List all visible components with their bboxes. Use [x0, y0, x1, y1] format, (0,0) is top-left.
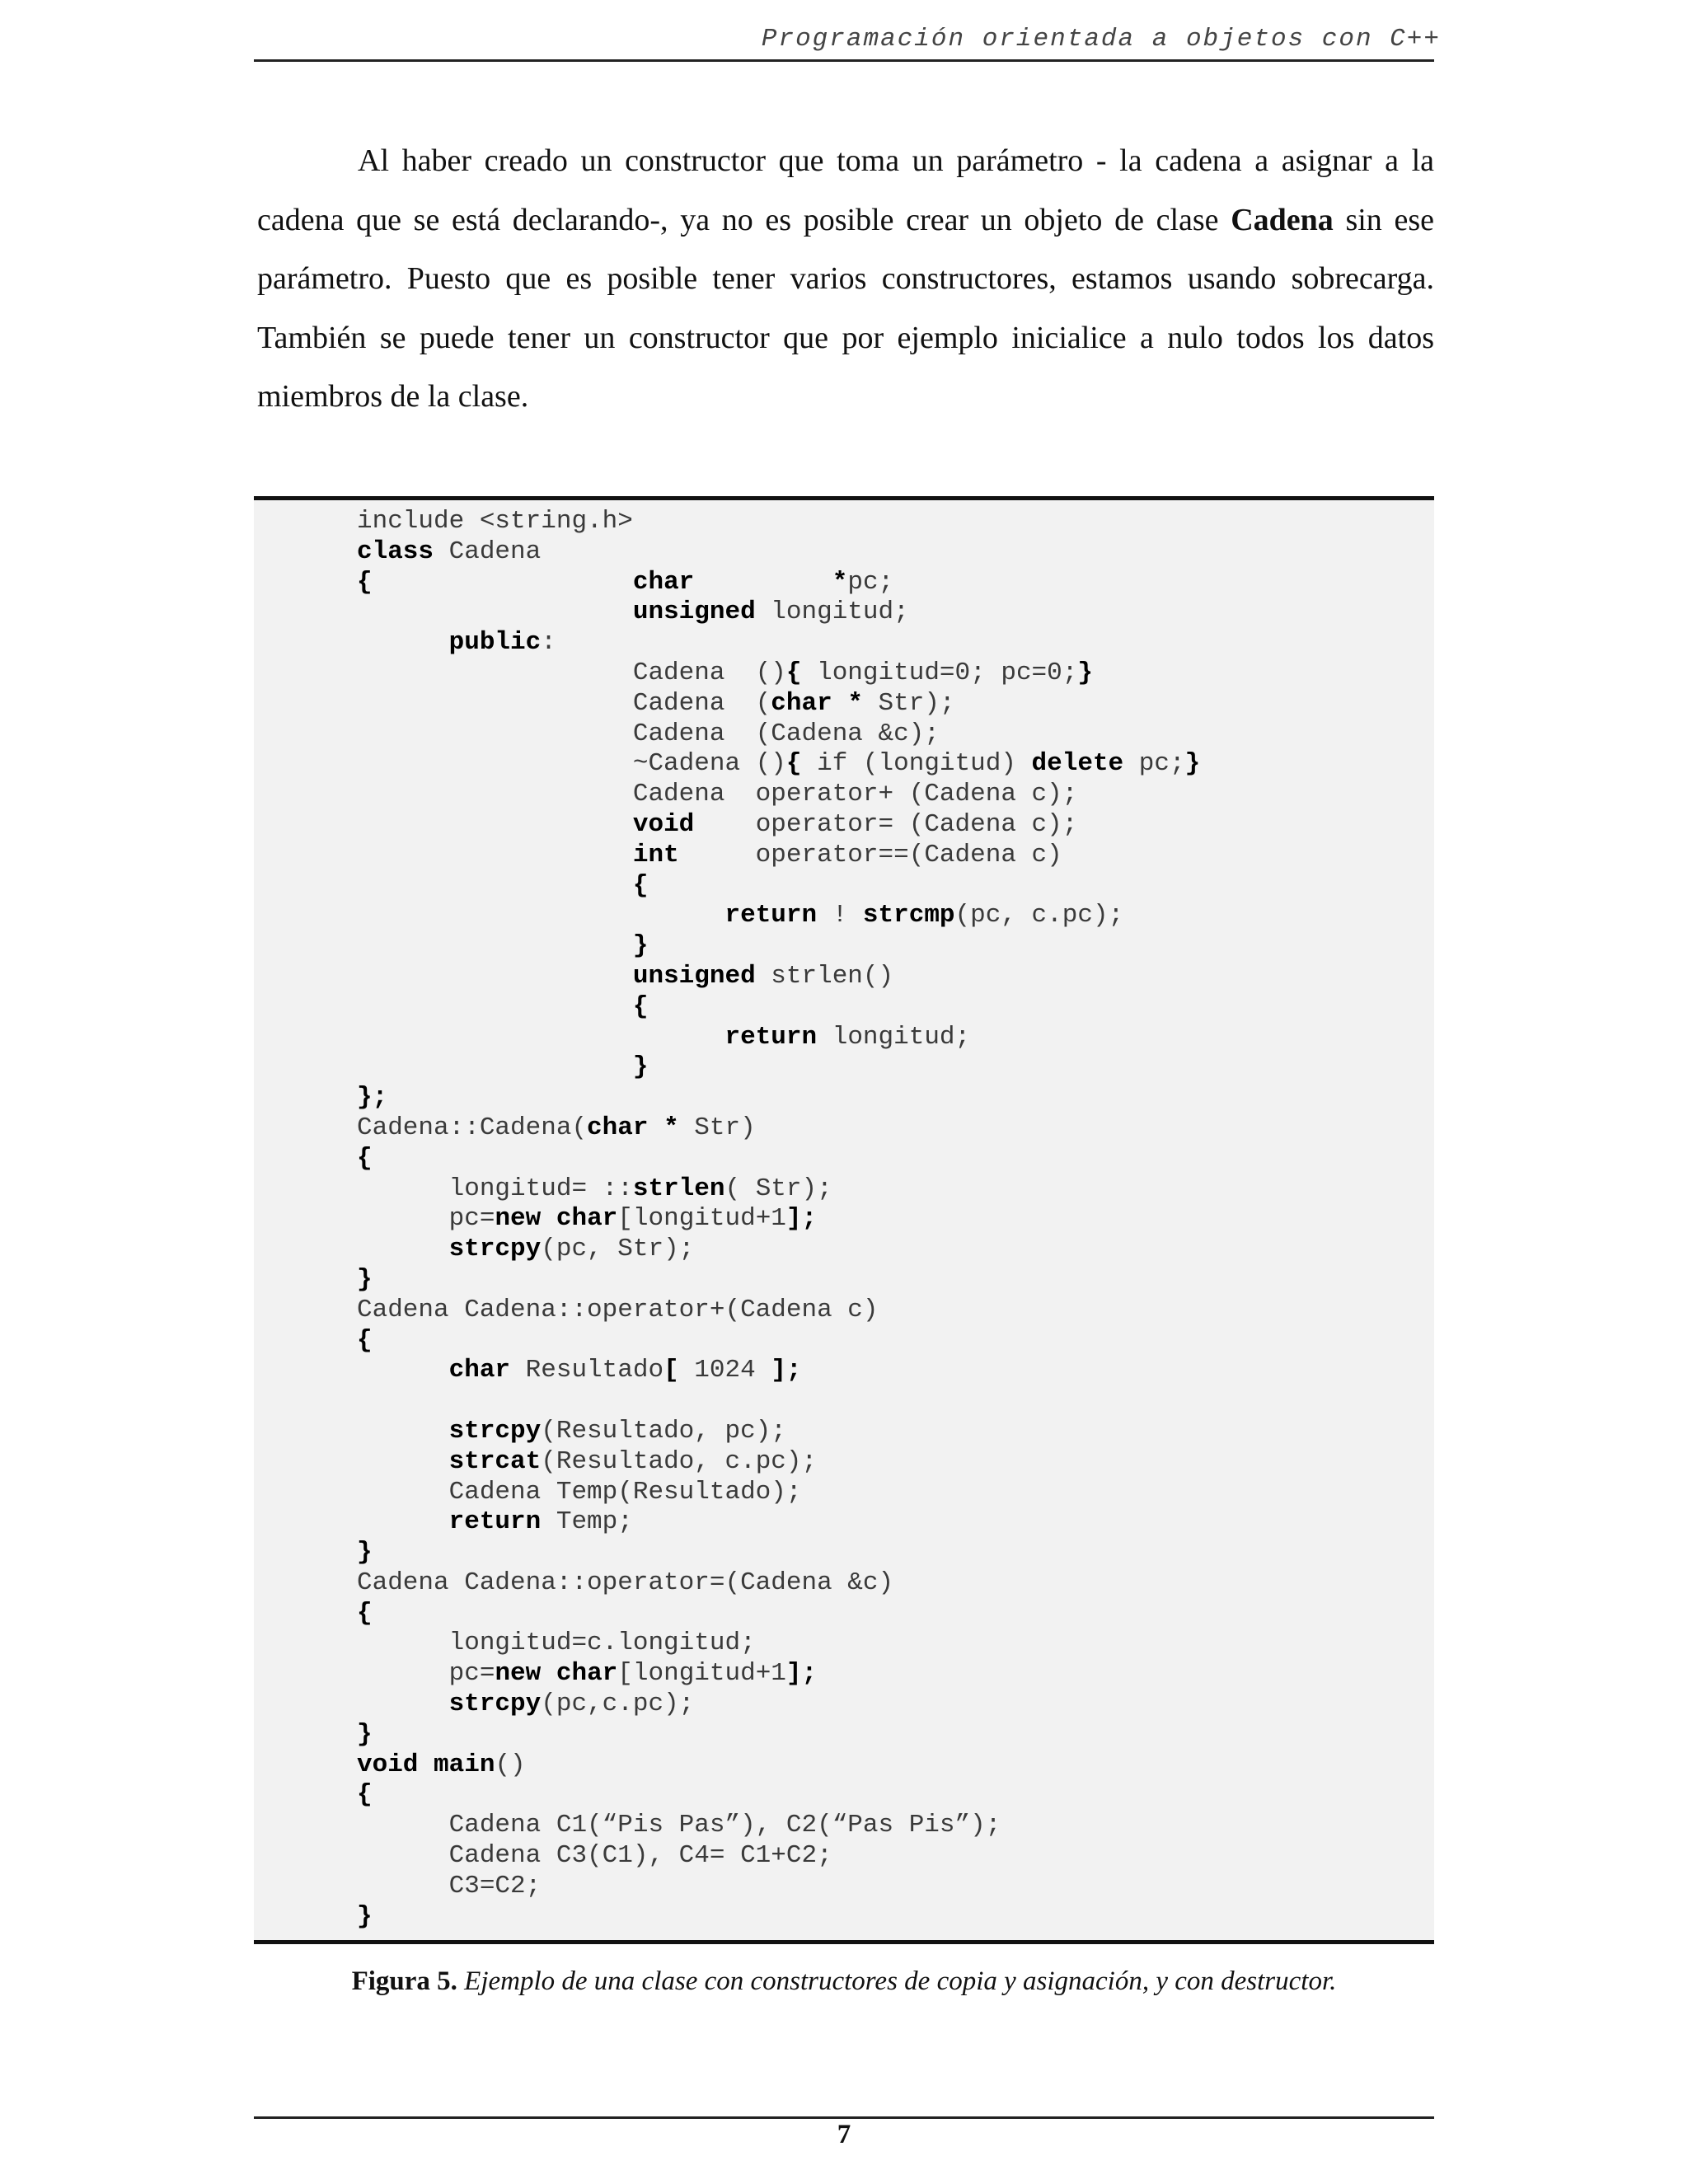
code-text: pc= — [357, 1659, 495, 1689]
code-text: Cadena Cadena::operator+(Cadena c) — [357, 1295, 879, 1324]
code-text — [357, 962, 633, 991]
code-text: (pc,c.pc); — [541, 1690, 695, 1719]
code-text — [357, 1447, 449, 1476]
code-keyword: char — [556, 1204, 618, 1234]
code-line — [357, 1417, 786, 1446]
code-line — [357, 1265, 373, 1294]
code-text: Cadena::Cadena( — [357, 1113, 588, 1142]
code-text: Str); — [862, 688, 955, 718]
code-text: [longitud+1 — [617, 1204, 786, 1234]
code-text — [357, 992, 633, 1021]
code-keyword: { — [357, 1780, 373, 1810]
code-line — [357, 1326, 373, 1355]
code-line — [357, 1023, 970, 1052]
code-text — [357, 1690, 449, 1718]
code-line — [357, 568, 893, 597]
code-keyword: ]; — [785, 1659, 818, 1689]
code-line — [357, 1750, 526, 1779]
code-keyword: } — [357, 1719, 373, 1749]
code-text — [357, 1356, 449, 1385]
code-text: Resultado — [510, 1356, 664, 1385]
code-keyword: char — [587, 1113, 649, 1142]
code-keyword: { — [632, 991, 649, 1021]
code-line — [357, 1720, 373, 1749]
code-keyword: return — [724, 1022, 818, 1052]
code-text — [648, 1113, 663, 1142]
code-keyword: ]; — [785, 1204, 818, 1234]
code-text — [357, 841, 633, 869]
code-line — [357, 719, 940, 748]
code-text: longitud; — [755, 598, 909, 627]
code-line — [357, 1690, 694, 1718]
code-keyword: strcmp — [862, 901, 955, 930]
code-keyword: ]; — [771, 1356, 802, 1385]
code-text — [357, 810, 633, 839]
code-listing — [357, 507, 1200, 1932]
code-text: Cadena C1(“Pis Pas”), C2(“Pas Pis”); — [357, 1811, 1001, 1840]
code-line — [357, 1174, 832, 1203]
code-text — [373, 568, 633, 597]
code-line — [357, 507, 633, 536]
code-text: Cadena Cadena::operator=(Cadena &c) — [357, 1568, 894, 1597]
code-text — [357, 931, 633, 960]
code-line — [357, 1872, 541, 1900]
code-text: (Resultado, pc); — [541, 1416, 786, 1446]
code-keyword: char — [771, 688, 832, 718]
code-line — [357, 1144, 373, 1173]
code-text: (Resultado, c.pc); — [541, 1446, 818, 1476]
code-line — [357, 1507, 633, 1536]
code-line — [357, 1659, 817, 1688]
code-line — [357, 537, 541, 566]
code-keyword: strcpy — [448, 1235, 542, 1264]
code-keyword: * — [832, 567, 848, 597]
figure-caption — [254, 1966, 1434, 1997]
code-keyword: { — [632, 870, 649, 900]
code-text — [357, 1052, 633, 1081]
code-text: ~Cadena () — [357, 749, 786, 779]
code-text: operator= (Cadena c); — [694, 809, 1078, 839]
code-line — [357, 1902, 373, 1931]
code-text: (pc, c.pc); — [954, 901, 1124, 930]
code-text — [541, 1204, 556, 1233]
code-keyword: } — [357, 1538, 373, 1568]
code-line — [357, 598, 909, 626]
code-text: operator==(Cadena c) — [678, 840, 1062, 869]
body-paragraph — [257, 132, 1434, 427]
code-keyword: { — [357, 1143, 373, 1173]
code-keyword: } — [357, 1901, 373, 1931]
code-line — [357, 1599, 373, 1628]
code-keyword: unsigned — [632, 598, 756, 627]
code-text — [694, 568, 832, 597]
code-text: (pc, Str); — [541, 1235, 695, 1264]
code-line — [357, 1811, 1001, 1840]
code-text: Cadena (Cadena &c); — [357, 719, 940, 748]
code-text: () — [495, 1750, 526, 1779]
code-keyword: strlen — [632, 1174, 725, 1203]
code-keyword: { — [357, 1325, 373, 1355]
code-line — [357, 1113, 756, 1142]
code-keyword: } — [632, 1052, 649, 1082]
code-line — [357, 1052, 648, 1081]
code-text — [357, 598, 633, 626]
code-text: Cadena () — [357, 658, 786, 687]
code-text: if (longitud) — [801, 749, 1032, 779]
code-text: Cadena Temp(Resultado); — [357, 1477, 802, 1507]
code-keyword: } — [1184, 749, 1201, 779]
code-line — [357, 1568, 893, 1597]
page-number: 7 — [837, 2120, 851, 2149]
code-keyword: public — [448, 628, 542, 658]
code-line — [357, 871, 648, 900]
code-keyword: strcpy — [448, 1690, 542, 1719]
code-keyword: new — [495, 1204, 542, 1234]
code-text: C3=C2; — [357, 1871, 542, 1900]
footer-rule — [254, 2116, 1434, 2119]
figure-caption-text: Ejemplo de una clase con constructores de copia y asignación, y con destructor. — [464, 1966, 1337, 1996]
code-line — [357, 1083, 387, 1112]
code-text: 1024 — [678, 1356, 771, 1385]
code-text: pc= — [357, 1204, 495, 1234]
code-text: Cadena — [434, 537, 542, 566]
code-line — [357, 689, 955, 718]
code-text: ( Str); — [724, 1174, 832, 1203]
code-text: longitud= :: — [357, 1174, 633, 1203]
code-text — [357, 1023, 724, 1052]
code-text: Str) — [678, 1113, 756, 1142]
paragraph-text-start: Al haber creado un constructor que toma un parámetro - la cadena a asignar a la cadena que se está declarando-, ya no es posible crear un objeto de clase — [257, 143, 1434, 237]
code-text: include <string.h> — [357, 507, 633, 536]
code-text: longitud=c.longitud; — [357, 1629, 756, 1658]
code-line — [357, 1841, 832, 1870]
code-keyword: delete — [1031, 749, 1124, 779]
code-line — [357, 992, 648, 1021]
code-line — [357, 1538, 373, 1567]
code-keyword: strcpy — [448, 1416, 542, 1446]
class-name-bold: Cadena — [1231, 202, 1334, 237]
code-text: strlen() — [755, 961, 894, 991]
code-keyword: char — [448, 1356, 511, 1385]
code-line — [357, 749, 1200, 778]
code-keyword: }; — [357, 1083, 388, 1113]
code-keyword: void — [357, 1750, 419, 1779]
code-keyword: [ — [663, 1356, 679, 1385]
code-text — [832, 689, 848, 718]
code-line — [357, 1235, 694, 1263]
code-listing-box — [254, 496, 1434, 1944]
code-line — [357, 1204, 817, 1233]
code-text — [357, 901, 724, 930]
code-keyword: unsigned — [632, 961, 756, 991]
code-text — [418, 1750, 434, 1779]
code-text — [541, 1659, 556, 1688]
code-text: Cadena ( — [357, 688, 771, 718]
code-line — [357, 962, 893, 991]
code-keyword: * — [663, 1113, 679, 1142]
code-keyword: * — [847, 688, 863, 718]
code-line — [357, 1629, 756, 1657]
code-line — [357, 780, 1077, 808]
code-line — [357, 1296, 879, 1324]
code-keyword: } — [357, 1264, 373, 1294]
code-keyword: char — [632, 567, 695, 597]
code-keyword: { — [357, 567, 373, 597]
code-keyword: return — [724, 901, 818, 930]
code-line — [357, 628, 556, 657]
code-text: Cadena C3(C1), C4= C1+C2; — [357, 1841, 832, 1871]
code-keyword: strcat — [448, 1446, 542, 1476]
code-keyword: class — [357, 537, 434, 566]
code-text: [longitud+1 — [617, 1659, 786, 1689]
code-text: pc; — [847, 567, 894, 597]
code-line — [357, 658, 1093, 687]
header-rule — [254, 59, 1434, 62]
code-line — [357, 1478, 802, 1507]
code-text: pc; — [1123, 749, 1185, 779]
code-line — [357, 1356, 802, 1385]
code-line — [357, 841, 1062, 869]
code-line — [357, 901, 1123, 930]
code-keyword: void — [632, 809, 695, 839]
code-keyword: { — [785, 749, 802, 779]
code-text — [357, 1235, 449, 1263]
paragraph-text-end: sin ese parámetro. Puesto que es posible tener varios constructores, estamos usando sobrecarga. También se puede tener un constructor que por ejemplo inicialice a nulo todos los datos miembros de la clase. — [257, 202, 1434, 414]
code-text — [357, 1417, 449, 1446]
code-keyword: } — [1077, 658, 1093, 687]
code-keyword: { — [357, 1598, 373, 1628]
code-keyword: char — [556, 1659, 618, 1689]
running-header: Programación orientada a objetos con C++ — [761, 25, 1441, 54]
code-keyword: new — [495, 1659, 542, 1689]
code-text: ! — [817, 901, 863, 930]
code-keyword: main — [434, 1750, 495, 1779]
code-line — [357, 810, 1077, 839]
figure-label: Figura 5. — [351, 1966, 457, 1996]
code-keyword: int — [632, 840, 679, 869]
code-text — [357, 1507, 449, 1536]
code-line — [357, 1780, 373, 1809]
code-text: : — [541, 628, 556, 658]
code-keyword: return — [448, 1507, 542, 1537]
code-line — [357, 1447, 817, 1476]
code-text: Cadena operator+ (Cadena c); — [357, 780, 1078, 809]
code-keyword: { — [785, 658, 802, 687]
code-text: Temp; — [541, 1507, 633, 1537]
code-text — [357, 628, 449, 657]
code-line — [357, 931, 648, 960]
code-text: longitud=0; pc=0; — [801, 658, 1078, 687]
code-text: longitud; — [817, 1022, 971, 1052]
code-text — [357, 871, 633, 900]
code-keyword: } — [632, 931, 649, 961]
